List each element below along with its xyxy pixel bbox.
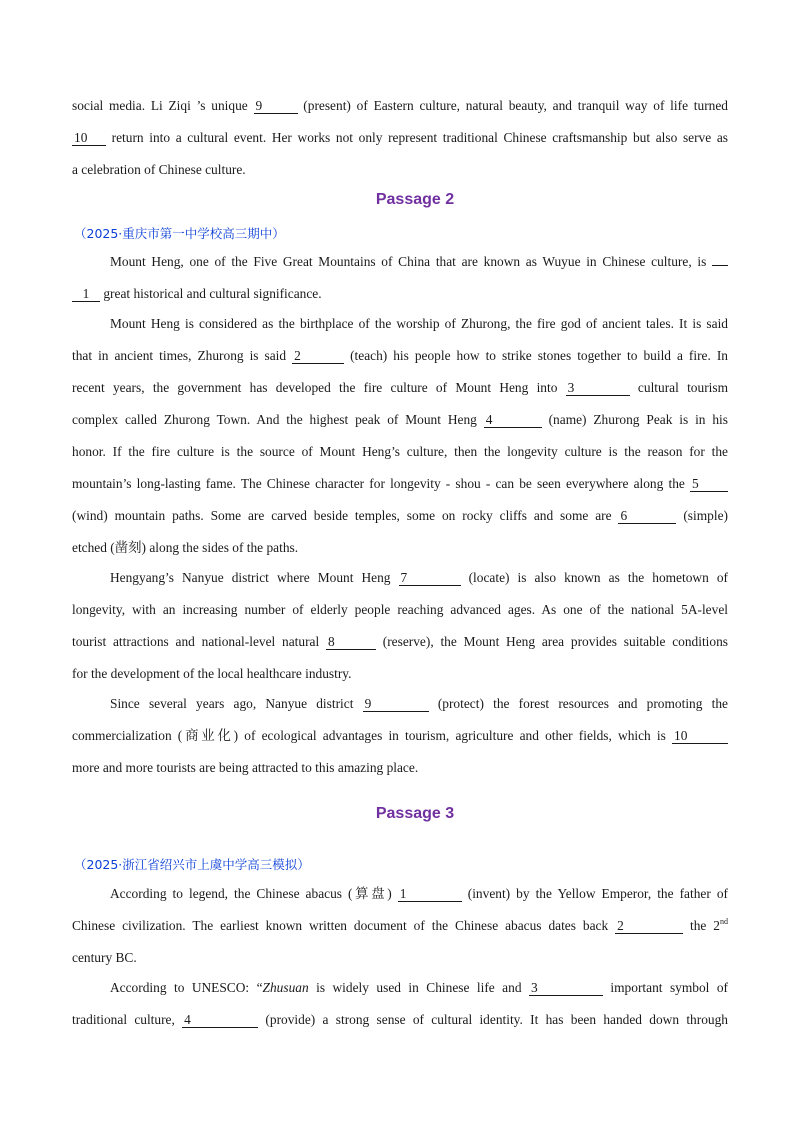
paragraph-line: According to UNESCO: “Zhusuan is widely used in Chinese life and 3 important symbol of	[110, 980, 728, 995]
answer-blank[interactable]	[712, 265, 728, 266]
answer-blank[interactable]: 9	[254, 98, 298, 114]
paragraph-line: honor. If the fire culture is the source of Mount Heng’s culture, then the longevity culture is the reason for the	[72, 444, 728, 459]
paragraph-line: more and more tourists are being attracted to this amazing place.	[72, 760, 419, 775]
paragraph-line: etched (凿刻) along the sides of the paths.	[72, 540, 299, 555]
answer-blank[interactable]: 4	[484, 412, 542, 428]
answer-blank[interactable]: 1	[398, 886, 462, 902]
paragraph-line: Chinese civilization. The earliest known written document of the Chinese abacus dates back 2 the 2nd	[72, 917, 729, 933]
answer-blank[interactable]: 3	[566, 380, 630, 396]
answer-blank[interactable]: 6	[618, 508, 676, 524]
paragraph-line: 10 return into a cultural event. Her works not only represent traditional Chinese craftsmanship but also serve as	[74, 130, 728, 145]
paragraph-line: a celebration of Chinese culture.	[72, 162, 246, 177]
answer-blank[interactable]: 2	[615, 918, 683, 934]
answer-blank[interactable]: 10	[672, 728, 728, 744]
passage-heading: Passage 2	[375, 191, 455, 208]
paragraph-line: commercialization (商业化) of ecological advantages in tourism, agriculture and other fields, which is 10	[72, 727, 728, 745]
paragraph-line: longevity, with an increasing number of elderly people reaching advanced ages. As one of the national 5A-level	[72, 602, 728, 617]
answer-blank[interactable]: 9	[363, 696, 429, 712]
paragraph-line: complex called Zhurong Town. And the highest peak of Mount Heng 4 (name) Zhurong Peak is in his	[72, 412, 728, 427]
paragraph-line: for the development of the local healthcare industry.	[72, 666, 352, 681]
paragraph-line: that in ancient times, Zhurong is said 2 (teach) his people how to strike stones together to build a fire. In	[72, 348, 728, 363]
paragraph-line: Hengyang’s Nanyue district where Mount Heng 7 (locate) is also known as the hometown of	[110, 570, 728, 585]
paragraph-line: Since several years ago, Nanyue district 9 (protect) the forest resources and promoting the	[110, 696, 728, 711]
answer-blank[interactable]: 1	[72, 286, 100, 302]
paragraph-line: 1 great historical and cultural significance.	[72, 285, 728, 303]
paragraph-line: mountain’s long-lasting fame. The Chinese character for longevity - shou - can be seen everywhere along the 5	[72, 475, 728, 493]
source-label: （2025·浙江省绍兴市上虞中学高三模拟）	[74, 857, 310, 872]
paragraph-line: According to legend, the Chinese abacus (算盘) 1 (invent) by the Yellow Emperor, the father of	[110, 886, 728, 901]
paragraph-line: recent years, the government has developed the fire culture of Mount Heng into 3 cultural tourism	[72, 380, 729, 395]
source-label: （2025·重庆市第一中学校高三期中）	[74, 226, 285, 241]
paragraph-line: (wind) mountain paths. Some are carved beside temples, some on rocky cliffs and some are 6 (simple)	[72, 508, 728, 523]
paragraph-line: Mount Heng, one of the Five Great Mountains of China that are known as Wuyue in Chinese culture, is	[110, 253, 728, 271]
answer-blank[interactable]: 5	[690, 476, 728, 492]
paragraph-line: social media. Li Ziqi ’s unique 9 (present) of Eastern culture, natural beauty, and tranquil way of life turned	[72, 98, 729, 113]
paragraph-line: tourist attractions and national-level natural 8 (reserve), the Mount Heng area provides suitable conditions	[72, 634, 728, 649]
answer-blank[interactable]: 8	[326, 634, 376, 650]
answer-blank[interactable]: 4	[182, 1012, 258, 1028]
passage-heading: Passage 3	[375, 805, 455, 822]
answer-blank[interactable]: 10	[72, 130, 106, 146]
answer-blank[interactable]: 7	[399, 570, 461, 586]
paragraph-line: Mount Heng is considered as the birthplace of the worship of Zhurong, the fire god of ancient tales. It is said	[110, 316, 728, 331]
answer-blank[interactable]: 2	[292, 348, 344, 364]
answer-blank[interactable]: 3	[529, 980, 603, 996]
paragraph-line: traditional culture, 4 (provide) a strong sense of cultural identity. It has been handed down through	[72, 1012, 728, 1027]
paragraph-line: century BC.	[72, 950, 137, 965]
